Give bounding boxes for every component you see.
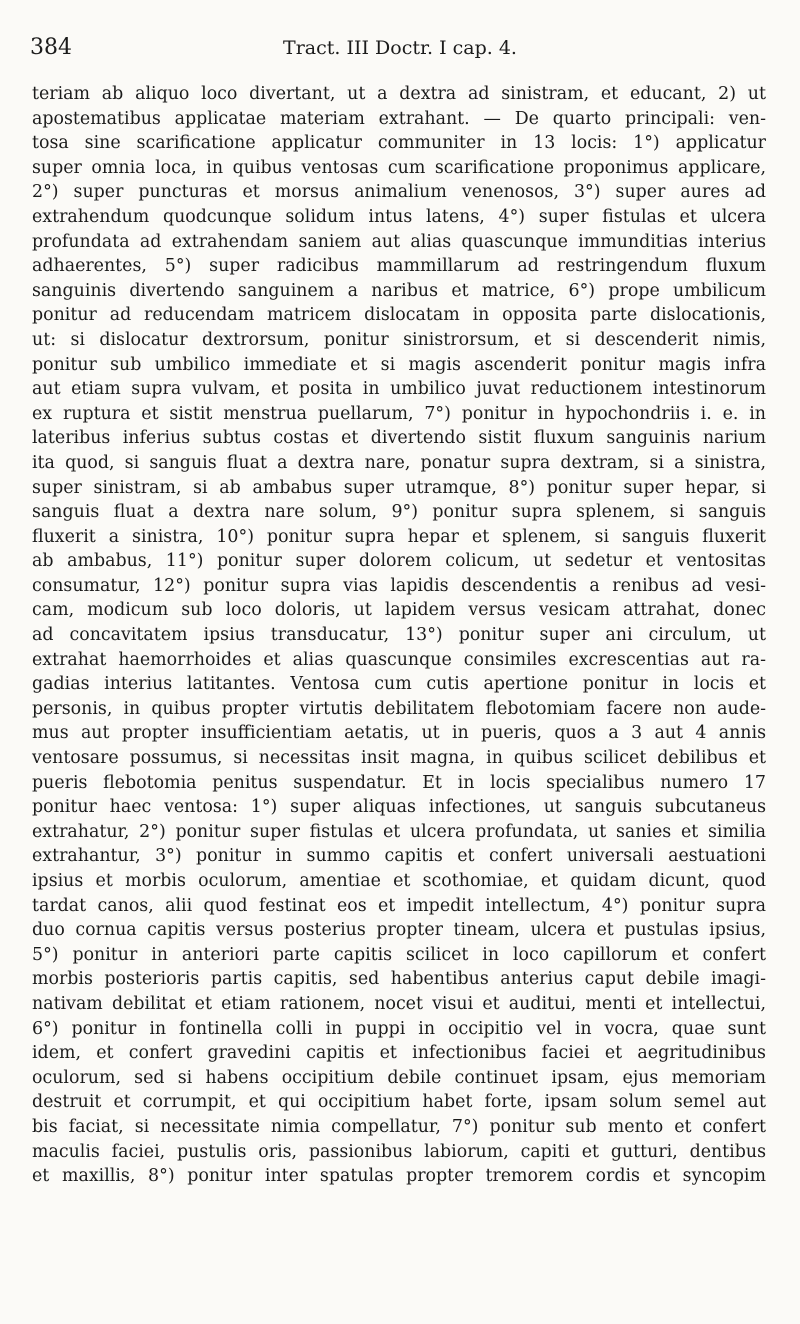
page-header [30, 30, 770, 66]
text-line: apostematibus applicatae materiam extrahant. — De quarto principali: ven- [32, 108, 766, 129]
text-line: extrahatur, 2°) ponitur super fistulas et ulcera profundata, ut sanies et similia [32, 821, 766, 842]
text-line: ad concavitatem ipsius transducatur, 13°) ponitur super ani circulum, ut [32, 625, 766, 646]
text-line: adhaerentes, 5°) super radicibus mammillarum ad restringendum fluxum [32, 256, 766, 277]
text-line: mus aut propter insufficientiam aetatis, ut in pueris, quos a 3 aut 4 annis [32, 723, 766, 744]
text-line: 2°) super puncturas et morsus animalium venenosos, 3°) super aures ad [32, 182, 766, 203]
body-text [32, 82, 766, 1189]
text-line: profundata ad extrahendam saniem aut alias quascunque immunditias interius [32, 231, 766, 252]
text-line: consumatur, 12°) ponitur supra vias lapidis descendentis a renibus ad vesi- [32, 575, 766, 596]
text-line: ponitur haec ventosa: 1°) super aliquas infectiones, ut sanguis subcutaneus [32, 797, 766, 818]
text-line: teriam ab aliquo loco divertant, ut a dextra ad sinistram, et educant, 2) ut [32, 84, 766, 104]
text-line: ventosare possumus, si necessitas insit magna, in quibus scilicet debilibus et [32, 748, 766, 769]
text-line: super omnia loca, in quibus ventosas cum scarificatione proponimus applicare, [32, 157, 766, 178]
text-line: destruit et corrumpit, et qui occipitium habet forte, ipsam solum semel aut [32, 1092, 766, 1113]
text-line: extrahendum quodcunque solidum intus latens, 4°) super fistulas et ulcera [32, 206, 766, 227]
text-line: maculis faciei, pustulis oris, passionibus labiorum, capiti et gutturi, dentibus [32, 1141, 766, 1162]
text-line: super sinistram, si ab ambabus super utramque, 8°) ponitur super hepar, si [32, 477, 766, 498]
text-line: fluxerit a sinistra, 10°) ponitur supra hepar et splenem, si sanguis fluxerit [32, 526, 766, 547]
text-line: 5°) ponitur in anteriori parte capitis scilicet in loco capillorum et confert [32, 944, 766, 965]
text-line: extrahat haemorrhoides et alias quascunque consimiles excrescentias aut ra- [32, 649, 766, 670]
text-line: idem, et confert gravedini capitis et infectionibus faciei et aegritudinibus [32, 1043, 766, 1064]
text-line: extrahantur, 3°) ponitur in summo capitis et confert universali aestuationi [32, 846, 766, 867]
text-line: duo cornua capitis versus posterius propter tineam, ulcera et pustulas ipsius, [32, 920, 766, 941]
text-line: pueris flebotomia penitus suspendatur. Et in locis specialibus numero 17 [32, 772, 766, 793]
text-line: ut: si dislocatur dextrorsum, ponitur sinistrorsum, et si descenderit nimis, [32, 329, 766, 350]
running-head: Tract. III Doctr. I cap. 4. [283, 37, 517, 59]
text-line: nativam debilitat et etiam rationem, nocet visui et auditui, menti et intellectui, [32, 993, 766, 1014]
text-line: ipsius et morbis oculorum, amentiae et scothomiae, et quidam dicunt, quod [32, 871, 766, 891]
text-line: cam, modicum sub loco doloris, ut lapidem versus vesicam attrahat, donec [32, 600, 766, 621]
text-line: lateribus inferius subtus costas et divertendo sistit fluxum sanguinis narium [32, 428, 766, 449]
text-line: aut etiam supra vulvam, et posita in umbilico juvat reductionem intestinorum [32, 379, 766, 400]
text-line: ab ambabus, 11°) ponitur super dolorem colicum, ut sedetur et ventositas [32, 551, 766, 572]
text-line: ex ruptura et sistit menstrua puellarum, 7°) ponitur in hypochondriis i. e. in [32, 403, 766, 424]
text-line: sanguis fluat a dextra nare solum, 9°) ponitur supra splenem, si sanguis [32, 502, 766, 523]
text-line: ponitur sub umbilico immediate et si magis ascenderit ponitur magis infra [32, 354, 766, 375]
text-line: oculorum, sed si habens occipitium debile continuet ipsam, ejus memoriam [32, 1067, 766, 1088]
text-line: bis faciat, si necessitate nimia compellatur, 7°) ponitur sub mento et confert [32, 1116, 766, 1137]
text-line: ita quod, si sanguis fluat a dextra nare, ponatur supra dextram, si a sinistra, [32, 452, 766, 473]
text-line: et maxillis, 8°) ponitur inter spatulas propter tremorem cordis et syncopim [32, 1166, 766, 1187]
text-line: personis, in quibus propter virtutis debilitatem flebotomiam facere non aude- [32, 698, 766, 719]
text-line: tardat canos, alii quod festinat eos et impedit intellectum, 4°) ponitur supra [32, 895, 766, 916]
text-line: 6°) ponitur in fontinella colli in puppi in occipitio vel in vocra, quae sunt [32, 1018, 766, 1039]
text-line: tosa sine scarificatione applicatur communiter in 13 locis: 1°) applicatur [32, 133, 766, 154]
page-number: 384 [30, 35, 72, 60]
text-line: sanguinis divertendo sanguinem a naribus et matrice, 6°) prope umbilicum [32, 280, 766, 301]
text-line: morbis posterioris partis capitis, sed habentibus anterius caput debile imagi- [32, 969, 766, 990]
text-line: ponitur ad reducendam matricem dislocatam in opposita parte dislocationis, [32, 305, 766, 326]
text-line: gadias interius latitantes. Ventosa cum cutis apertione ponitur in locis et [32, 674, 766, 695]
